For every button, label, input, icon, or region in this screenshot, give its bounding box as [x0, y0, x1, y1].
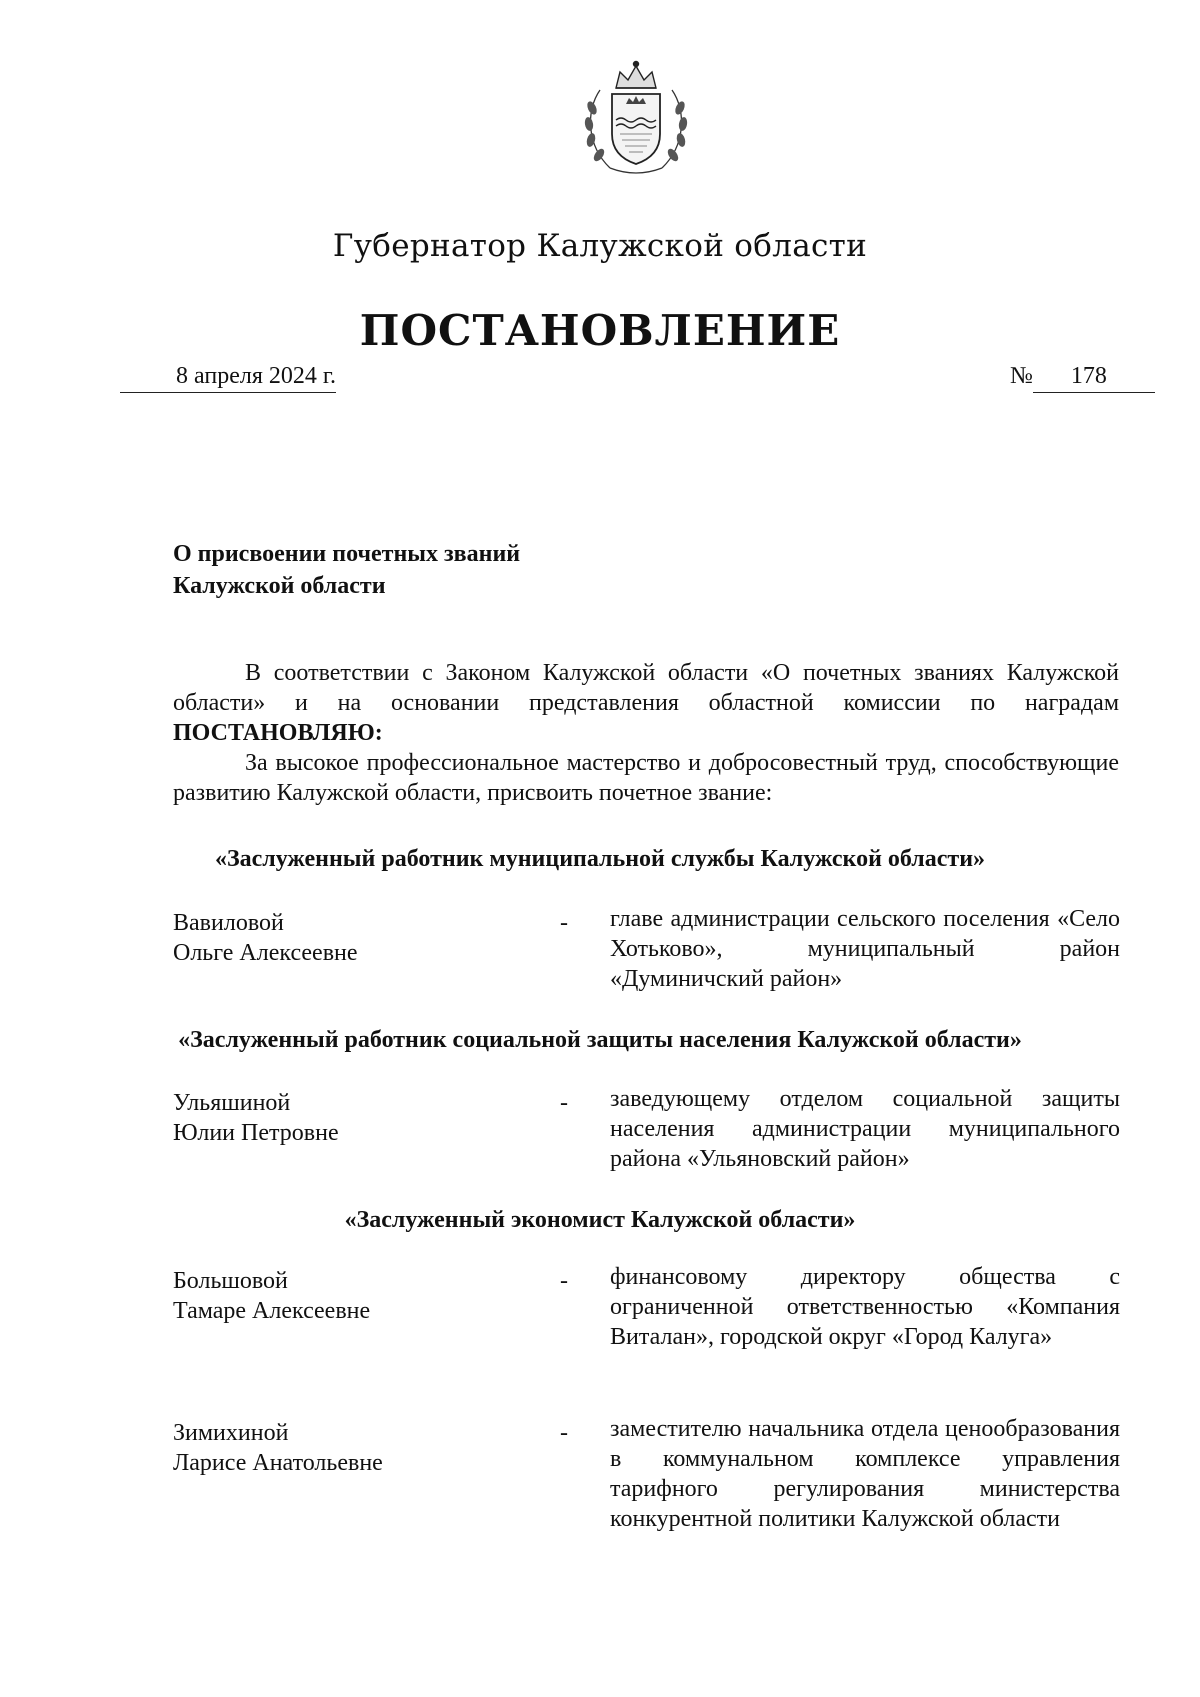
number-sign: №: [1010, 363, 1033, 389]
preamble-paragraph: [173, 658, 1119, 748]
awardee-position: финансовому директору общества с ограниченной ответственностью «Компания Виталан», городской округ «Город Калуга»: [610, 1264, 1120, 1350]
awardee-surname: Большовой: [173, 1268, 288, 1294]
document-date: 8 апреля 2024 г.: [120, 360, 336, 393]
awardee-position: заведующему отделом социальной защиты населения администрации муниципального района «Ульяновский район»: [610, 1086, 1120, 1172]
awardee-surname: Зимихиной: [173, 1420, 289, 1446]
awardee-name: [173, 1418, 553, 1478]
honorary-title-heading: «Заслуженный работник социальной защиты населения Калужской области»: [178, 1027, 1022, 1053]
number-value: 178: [1033, 360, 1155, 393]
awardee-surname: Ульяшиной: [173, 1090, 291, 1116]
separator-dash: -: [560, 1268, 568, 1294]
awardee-position: главе администрации сельского поселения «Село Хотьково», муниципальный район «Думиничский район»: [610, 906, 1120, 992]
preamble: [173, 658, 1119, 808]
preamble-text: В соответствии с Законом Калужской области «О почетных званиях Калужской области» и на основании представления областной комиссии по наградам: [173, 660, 1119, 716]
issuer-title: Губернатор Калужской области: [332, 228, 868, 264]
awardee-surname: Вавиловой: [173, 910, 284, 936]
awardee-name: [173, 1088, 553, 1148]
separator-dash: -: [560, 1420, 568, 1446]
awardee-name: [173, 908, 553, 968]
separator-dash: -: [560, 1090, 568, 1116]
decree-keyword: ПОСТАНОВЛЯЮ:: [173, 720, 383, 746]
document-type: ПОСТАНОВЛЕНИЕ: [359, 306, 841, 355]
honorary-title-heading: «Заслуженный работник муниципальной службы Калужской области»: [214, 846, 986, 872]
subject-line: Калужской области: [173, 573, 386, 599]
awardee-position: заместителю начальника отдела ценообразования в коммунальном комплексе управления тарифного регулирования министерства конкурентной политики Калужской области: [610, 1416, 1120, 1532]
subject-line: О присвоении почетных званий: [173, 541, 521, 567]
awardee-given-names: Ларисе Анатольевне: [173, 1450, 383, 1476]
coat-of-arms-emblem: [580, 60, 692, 180]
awardee-name: [173, 1266, 553, 1326]
document-subject: [173, 538, 773, 602]
awardee-given-names: Юлии Петровне: [173, 1120, 339, 1146]
honorary-title-heading: «Заслуженный экономист Калужской области»: [344, 1207, 856, 1233]
awardee-given-names: Ольге Алексеевне: [173, 940, 358, 966]
document-number: [1010, 360, 1155, 393]
separator-dash: -: [560, 910, 568, 936]
preamble-paragraph: За высокое профессиональное мастерство и добросовестный труд, способствующие развитию Калужской области, присвоить почетное звание:: [173, 750, 1119, 806]
awardee-given-names: Тамаре Алексеевне: [173, 1298, 371, 1324]
